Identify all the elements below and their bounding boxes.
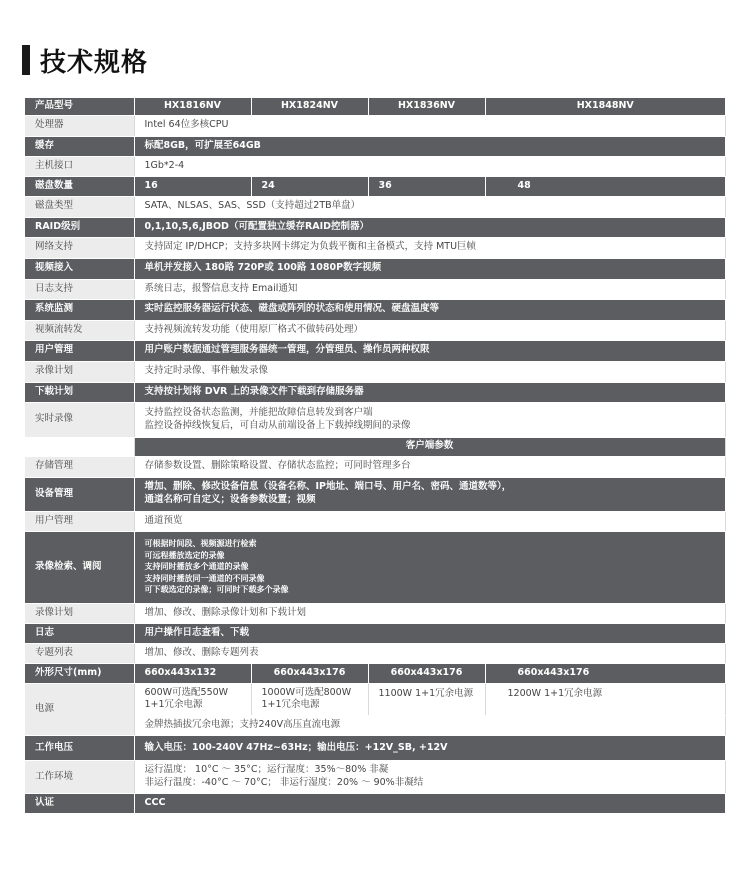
row-value: Intel 64位多核CPU — [134, 115, 725, 136]
row-device-mgmt — [25, 477, 725, 511]
dimension-cell: 660x443x132 — [134, 663, 251, 683]
row-topic-list — [25, 643, 725, 663]
row-value: 支持固定 IP/DHCP；支持多块网卡绑定为负载平衡和主备模式，支持 MTU巨帧 — [134, 237, 725, 258]
section-title — [22, 42, 148, 78]
row-rec-plan-2 — [25, 603, 725, 623]
row-label: 主机接口 — [25, 156, 134, 176]
row-video-in — [25, 258, 725, 279]
row-voltage — [25, 736, 725, 761]
row-sys-monitor — [25, 299, 725, 320]
row-label: 存储管理 — [25, 456, 134, 477]
client-params-heading: 客户端参数 — [134, 437, 725, 456]
row-label: RAID级别 — [25, 217, 134, 237]
row-value — [134, 531, 725, 603]
power-cell: 1200W 1+1冗余电源 — [485, 683, 725, 716]
row-value: 支持视频流转发功能（使用原厂格式不做转码处理） — [134, 320, 725, 340]
power-cell — [251, 683, 368, 716]
dimension-cell: 660x443x176 — [251, 663, 368, 683]
row-label: 录像计划 — [25, 361, 134, 382]
row-value — [134, 761, 725, 794]
row-network — [25, 237, 725, 258]
dimension-cell: 660x443x176 — [368, 663, 485, 683]
row-value: 系统日志，报警信息支持 Email通知 — [134, 279, 725, 299]
row-user-mgmt — [25, 340, 725, 361]
power-cell: 1100W 1+1冗余电源 — [368, 683, 485, 716]
row-value: 输入电压：100-240V 47Hz~63Hz；输出电压：+12V_SB, +12V — [134, 736, 725, 761]
value-line: 非运行温度：-40°C ～ 70°C； 非运行湿度：20% ～ 90%非凝结 — [144, 776, 424, 788]
row-value: 存储参数设置、删除策略设置、存储状态监控；可同时管理多台 — [134, 456, 725, 477]
row-value: 1Gb*2-4 — [134, 156, 725, 176]
page-title: 技术规格 — [40, 47, 149, 78]
row-label: 磁盘类型 — [25, 196, 134, 217]
value-line: 可远程播放选定的录像 — [144, 550, 225, 560]
row-label: 产品型号 — [25, 98, 134, 115]
row-value: CCC — [134, 793, 725, 813]
row-realtime-rec — [25, 402, 725, 437]
row-user-mgmt-2 — [25, 511, 725, 531]
disk-count-cell: 24 — [251, 176, 368, 196]
row-cache — [25, 136, 725, 156]
model-cell: HX1824NV — [251, 98, 368, 115]
row-label: 工作环境 — [25, 761, 134, 794]
value-line: 可下载选定的录像；可同时下载多个录像 — [144, 585, 289, 595]
row-value: 增加、修改、删除录像计划和下载计划 — [134, 603, 725, 623]
row-value: 支持按计划将 DVR 上的录像文件下载到存储服务器 — [134, 382, 725, 402]
row-environment — [25, 761, 725, 794]
row-label: 工作电压 — [25, 736, 134, 761]
disk-count-cell: 48 — [485, 176, 725, 196]
row-label: 外形尺寸(mm) — [25, 663, 134, 683]
row-value: 通道预览 — [134, 511, 725, 531]
row-label: 系统监测 — [25, 299, 134, 320]
value-line: 通道名称可自定义；设备参数设置；视频 — [144, 494, 316, 505]
value-line: 可根据时间段、视频源进行检索 — [144, 539, 257, 549]
model-cell: HX1816NV — [134, 98, 251, 115]
row-value: 金牌热插拔冗余电源；支持240V高压直流电源 — [134, 716, 725, 736]
row-value — [134, 402, 725, 437]
value-line: 1000W可选配800W — [261, 686, 352, 698]
row-disk-count — [25, 176, 725, 196]
value-line: 增加、删除、修改设备信息（设备名称、IP地址、端口号、用户名、密码、通道数等）， — [144, 481, 512, 493]
row-label: 视频接入 — [25, 258, 134, 279]
row-label: 专题列表 — [25, 643, 134, 663]
row-log — [25, 623, 725, 643]
disk-count-cell: 36 — [368, 176, 485, 196]
value-line: 600W可选配550W — [144, 686, 229, 698]
row-rec-plan — [25, 361, 725, 382]
row-power — [25, 683, 725, 716]
row-label: 视频流转发 — [25, 320, 134, 340]
model-cell: HX1836NV — [368, 98, 485, 115]
row-label: 认证 — [25, 793, 134, 813]
row-label: 日志支持 — [25, 279, 134, 299]
row-value: 用户操作日志查看、下载 — [134, 623, 725, 643]
row-label: 录像计划 — [25, 603, 134, 623]
value-line: 1+1冗余电源 — [144, 699, 203, 711]
row-label: 网络支持 — [25, 237, 134, 258]
row-label: 设备管理 — [25, 477, 134, 511]
row-storage-mgmt — [25, 456, 725, 477]
row-stream-forward — [25, 320, 725, 340]
model-cell: HX1848NV — [485, 98, 725, 115]
row-label: 下载计划 — [25, 382, 134, 402]
value-line: 运行温度： 10°C ～ 35°C；运行湿度：35%～80% 非凝 — [144, 764, 389, 776]
row-model — [25, 98, 725, 115]
row-label: 用户管理 — [25, 340, 134, 361]
row-value: 实时监控服务器运行状态、磁盘或阵列的状态和使用情况、硬盘温度等 — [134, 299, 725, 320]
dimension-cell: 660x443x176 — [485, 663, 725, 683]
row-label: 电源 — [25, 683, 134, 736]
row-dimensions — [25, 663, 725, 683]
power-cell — [134, 683, 251, 716]
value-line: 监控设备掉线恢复后，可自动从前端设备上下载掉线期间的录像 — [144, 419, 411, 431]
row-label: 日志 — [25, 623, 134, 643]
value-line: 1+1冗余电源 — [261, 699, 320, 711]
row-value: SATA、NLSAS、SAS、SSD（支持超过2TB单盘） — [134, 196, 725, 217]
row-disk-type — [25, 196, 725, 217]
row-certification — [25, 793, 725, 813]
title-accent-bar — [22, 45, 30, 75]
row-label: 用户管理 — [25, 511, 134, 531]
row-value: 支持定时录像、事件触发录像 — [134, 361, 725, 382]
value-line: 支持监控设备状态监测，并能把故障信息转发到客户端 — [144, 406, 373, 418]
row-client-params — [25, 437, 725, 456]
row-download-plan — [25, 382, 725, 402]
value-line: 支持同时播放多个通道的录像 — [144, 562, 249, 572]
row-label-empty — [25, 437, 134, 456]
row-host-interface — [25, 156, 725, 176]
row-label: 磁盘数量 — [25, 176, 134, 196]
row-value: 用户账户数据通过管理服务器统一管理，分管理员、操作员两种权限 — [134, 340, 725, 361]
row-value — [134, 477, 725, 511]
row-value: 单机并发接入 180路 720P或 100路 1080P数字视频 — [134, 258, 725, 279]
row-label: 缓存 — [25, 136, 134, 156]
value-line: 支持同时播放同一通道的不同录像 — [144, 573, 265, 583]
row-label: 处理器 — [25, 115, 134, 136]
row-value: 标配8GB，可扩展至64GB — [134, 136, 725, 156]
row-raid — [25, 217, 725, 237]
row-rec-search — [25, 531, 725, 603]
row-label: 实时录像 — [25, 402, 134, 437]
row-log-support — [25, 279, 725, 299]
row-value: 0,1,10,5,6,JBOD（可配置独立缓存RAID控制器） — [134, 217, 725, 237]
row-value: 增加、修改、删除专题列表 — [134, 643, 725, 663]
spec-table — [25, 98, 726, 814]
row-processor — [25, 115, 725, 136]
row-label: 录像检索、调阅 — [25, 531, 134, 603]
disk-count-cell: 16 — [134, 176, 251, 196]
